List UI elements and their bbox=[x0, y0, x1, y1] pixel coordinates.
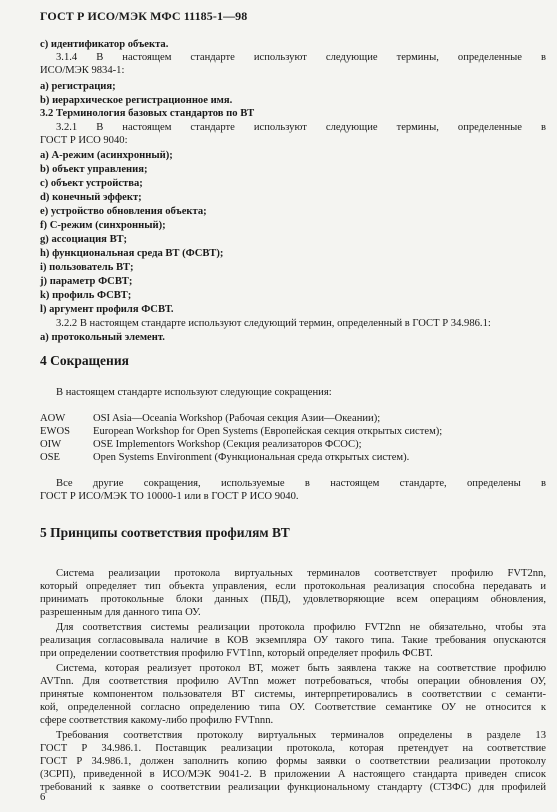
body-line: при определении соответствия профилю FVT1nn, который определяет профиль ФСВТ. bbox=[40, 648, 433, 659]
body-line: принятые компонентом пользователя ВТ системы, интерпретировались в соответствии с семанти- bbox=[40, 689, 546, 700]
term-list-item: i) пользователь ВТ; bbox=[40, 262, 134, 273]
section-5-heading: 5 Принципы соответствия профилям ВТ bbox=[40, 525, 290, 540]
term-list-item: е) устройство обновления объекта; bbox=[40, 206, 207, 217]
para-3-2-1-cont: ГОСТ Р ИСО 9040: bbox=[40, 135, 128, 146]
para-3-2-2: 3.2.2 В настоящем стандарте используют следующий термин, определенный в ГОСТ Р 34.986.1: bbox=[56, 318, 491, 329]
item-a-registration: a) регистрация; bbox=[40, 81, 116, 92]
body-line: требований к заявке о соответствии реализации функциональному стандарту (СТЗФС) для профилей bbox=[40, 782, 546, 793]
body-line: реализация согласовывала наличие в КОВ экземпляра ОУ такого типа. Такие требования опускаются bbox=[40, 635, 546, 646]
document-header: ГОСТ Р ИСО/МЭК МФС 11185-1—98 bbox=[40, 9, 248, 23]
abbreviation-term: AOW bbox=[40, 413, 66, 424]
term-list-item: k) профиль ФСВТ; bbox=[40, 290, 132, 301]
body-line: Система реализации протокола виртуальных терминалов соответствует профилю FVT2nn, bbox=[56, 568, 546, 579]
body-line: который определяет тип объекта управления, если протокольная реализация способна передавать и bbox=[40, 581, 546, 592]
section-4-tail: Все другие сокращения, используемые в настоящем стандарте, определены в bbox=[56, 478, 546, 489]
body-line: сфере соответствия какому-либо профилю FVTnnn. bbox=[40, 715, 274, 726]
term-list-item: a) А-режим (асинхронный); bbox=[40, 150, 173, 161]
abbreviation-definition: Open Systems Environment (Функциональная среда открытых систем). bbox=[93, 452, 410, 463]
section-4-heading: 4 Сокращения bbox=[40, 353, 129, 368]
body-line: ГОСТ Р 34.986.1, должен заполнить копию формы заявки о соответствии реализации протоколу bbox=[40, 756, 546, 767]
abbreviation-term: EWOS bbox=[40, 426, 71, 437]
item-b-hierarchical-name: b) иерархическое регистрационное имя. bbox=[40, 95, 233, 106]
item-c-object-identifier: с) идентификатор объекта. bbox=[40, 39, 169, 50]
abbreviation-definition: OSE Implementors Workshop (Секция реализаторов ФСОС); bbox=[93, 439, 362, 450]
term-list-item: g) ассоциация ВТ; bbox=[40, 234, 128, 245]
term-list-item: h) функциональная среда ВТ (ФСВТ); bbox=[40, 248, 224, 259]
para-3-1-4-cont: ИСО/МЭК 9834-1: bbox=[40, 65, 125, 76]
body-line: Система, которая реализует протокол ВТ, может быть заявлена также на соответствие профилю bbox=[56, 663, 546, 674]
term-list-item: b) объект управления; bbox=[40, 164, 148, 175]
section-4-intro: В настоящем стандарте используют следующие сокращения: bbox=[56, 387, 332, 398]
para-3-2-1: 3.2.1 В настоящем стандарте используют следующие термины, определенные в bbox=[56, 122, 546, 133]
abbreviation-definition: European Workshop for Open Systems (Европейская секция открытых систем); bbox=[93, 426, 443, 437]
subsection-3-2-heading: 3.2 Терминология базовых стандартов по ВТ bbox=[40, 108, 255, 119]
body-line: Требования соответствия протоколу виртуальных терминалов определены в разделе 13 bbox=[56, 730, 546, 741]
term-list-item: j) параметр ФСВТ; bbox=[40, 276, 133, 287]
item-a-protocol-element: а) протокольный элемент. bbox=[40, 332, 165, 343]
body-line: AVTnn. Для соответствия профилю AVTnn может потребоваться, чтобы операции обновления ОУ, bbox=[40, 676, 546, 687]
abbreviation-term: OSE bbox=[40, 452, 61, 463]
term-list-item: d) конечный эффект; bbox=[40, 192, 142, 203]
body-line: ГОСТ Р 34.986.1. Поставщик реализации протокола, которая претендует на соответствие bbox=[40, 743, 546, 754]
body-line: Для соответствия системы реализации протокола профилю FVT2nn не обязательно, чтобы эта bbox=[56, 622, 546, 633]
term-list-item: f) С-режим (синхронный); bbox=[40, 220, 166, 231]
body-line: кой, определенной согласно определению типа ОУ. Соответствие семантике ОУ не относится к bbox=[40, 702, 546, 713]
section-4-tail-cont: ГОСТ Р ИСО/МЭК ТО 10000-1 или в ГОСТ Р ИСО 9040. bbox=[40, 491, 299, 502]
para-3-1-4: 3.1.4 В настоящем стандарте используют следующие термины, определенные в bbox=[56, 52, 546, 63]
body-line: принимать протокольные блоки данных (ПБД), удовлетворяющие всем операциям обновления, bbox=[40, 594, 546, 605]
abbreviation-term: OIW bbox=[40, 439, 62, 450]
term-list-item: l) аргумент профиля ФСВТ. bbox=[40, 304, 174, 315]
page-number: 6 bbox=[40, 792, 46, 803]
abbreviation-definition: OSI Asia—Oceania Workshop (Рабочая секция Азии—Океании); bbox=[93, 413, 381, 424]
body-line: разрешенным для данного типа ОУ. bbox=[40, 607, 201, 618]
body-line: (ЗСРП), приведенной в ИСО/МЭК 9041-2. В приложении А настоящего стандарта приведен список bbox=[40, 769, 546, 780]
term-list-item: с) объект устройства; bbox=[40, 178, 143, 189]
